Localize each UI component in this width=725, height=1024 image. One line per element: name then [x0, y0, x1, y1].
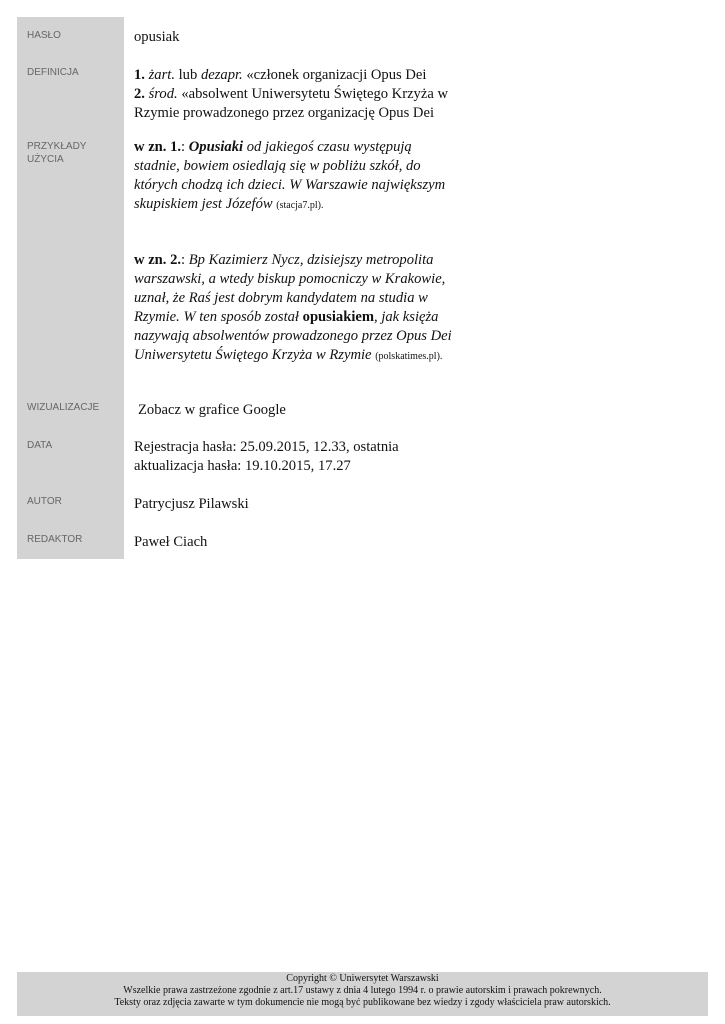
example-headword: Opusiaki — [188, 139, 244, 155]
headword: opusiak — [134, 29, 180, 45]
label-autor: AUTOR — [27, 496, 62, 507]
label-data: DATA — [27, 440, 53, 451]
label-przyklady-line1: PRZYKŁADY — [27, 141, 87, 152]
label-przyklady-line2: UŻYCIA — [27, 154, 64, 165]
date-info: Rejestracja hasła: 25.09.2015, 12.33, ostatnia aktualizacja hasła: 19.10.2015, 17.27 — [134, 439, 399, 474]
example-end: . — [439, 351, 443, 362]
footer-rights: Wszelkie prawa zastrzeżone zgodnie z art.17 ustawy z dnia 4 lutego 1994 r. o prawie autorskim i prawach pokrewnych. — [123, 985, 602, 996]
label-redaktor: REDAKTOR — [27, 534, 83, 545]
example-source: (polskatimes.pl) — [375, 351, 440, 362]
example-1 — [134, 138, 454, 215]
example-headword: opusiakiem — [302, 309, 375, 325]
example-end: . — [320, 200, 324, 211]
label-column — [17, 17, 124, 559]
example-colon: : — [181, 139, 186, 155]
footer-copyright: Copyright © Uniwersytet Warszawski — [286, 973, 439, 984]
definition-qualifier: żart. — [148, 67, 175, 83]
label-przyklady — [27, 140, 86, 166]
copyright-footer — [17, 972, 708, 1016]
example-text: , jak księża nazywają absolwentów prowadzonego przez Opus Dei Uniwersytetu Świętego Krzyża w Rzymie — [134, 309, 452, 363]
example-colon: : — [181, 252, 186, 268]
example-text: od jakiegoś czasu występują stadnie, bowiem osiedlają się w pobliżu szkół, do których chodzą ich dzieci. W Warszawie największym skupiskiem jest Józefów — [134, 139, 446, 212]
example-source: (stacja7.pl) — [276, 200, 321, 211]
example-marker: w zn. 1. — [134, 139, 182, 155]
definition-1 — [134, 66, 454, 85]
author-name: Patrycjusz Pilawski — [134, 496, 249, 512]
example-2 — [134, 251, 454, 366]
footer-notice: Teksty oraz zdjęcia zawarte w tym dokumencie nie mogą być publikowane bez wiedzy i zgody właściciela praw autorskich. — [114, 997, 611, 1008]
label-definicja: DEFINICJA — [27, 67, 79, 78]
example-text: Bp Kazimierz Nycz, dzisiejszy metropolita warszawski, a wtedy biskup pomocniczy w Krakowie, uznał, że Raś jest dobrym kandydatem na studia w Rzymie. W ten sposób został — [134, 252, 446, 325]
definition-connector: lub — [178, 67, 198, 83]
definition-text: «członek organizacji Opus Dei — [246, 67, 427, 83]
example-marker: w zn. 2. — [134, 252, 182, 268]
label-wizualizacje: WIZUALIZACJE — [27, 402, 100, 413]
definition-qualifier: środ. — [148, 86, 178, 102]
definitions — [134, 66, 454, 123]
definition-qualifier: dezapr. — [200, 67, 243, 83]
editor-name: Paweł Ciach — [134, 534, 208, 550]
definition-2 — [134, 85, 454, 123]
definition-text: «absolwent Uniwersytetu Świętego Krzyża w Rzymie prowadzonego przez organizację Opus Dei — [134, 86, 448, 121]
label-haslo: HASŁO — [27, 30, 61, 41]
google-images-link[interactable]: Zobacz w grafice Google — [138, 402, 286, 418]
definition-number: 2. — [134, 86, 145, 102]
definition-number: 1. — [134, 67, 145, 83]
